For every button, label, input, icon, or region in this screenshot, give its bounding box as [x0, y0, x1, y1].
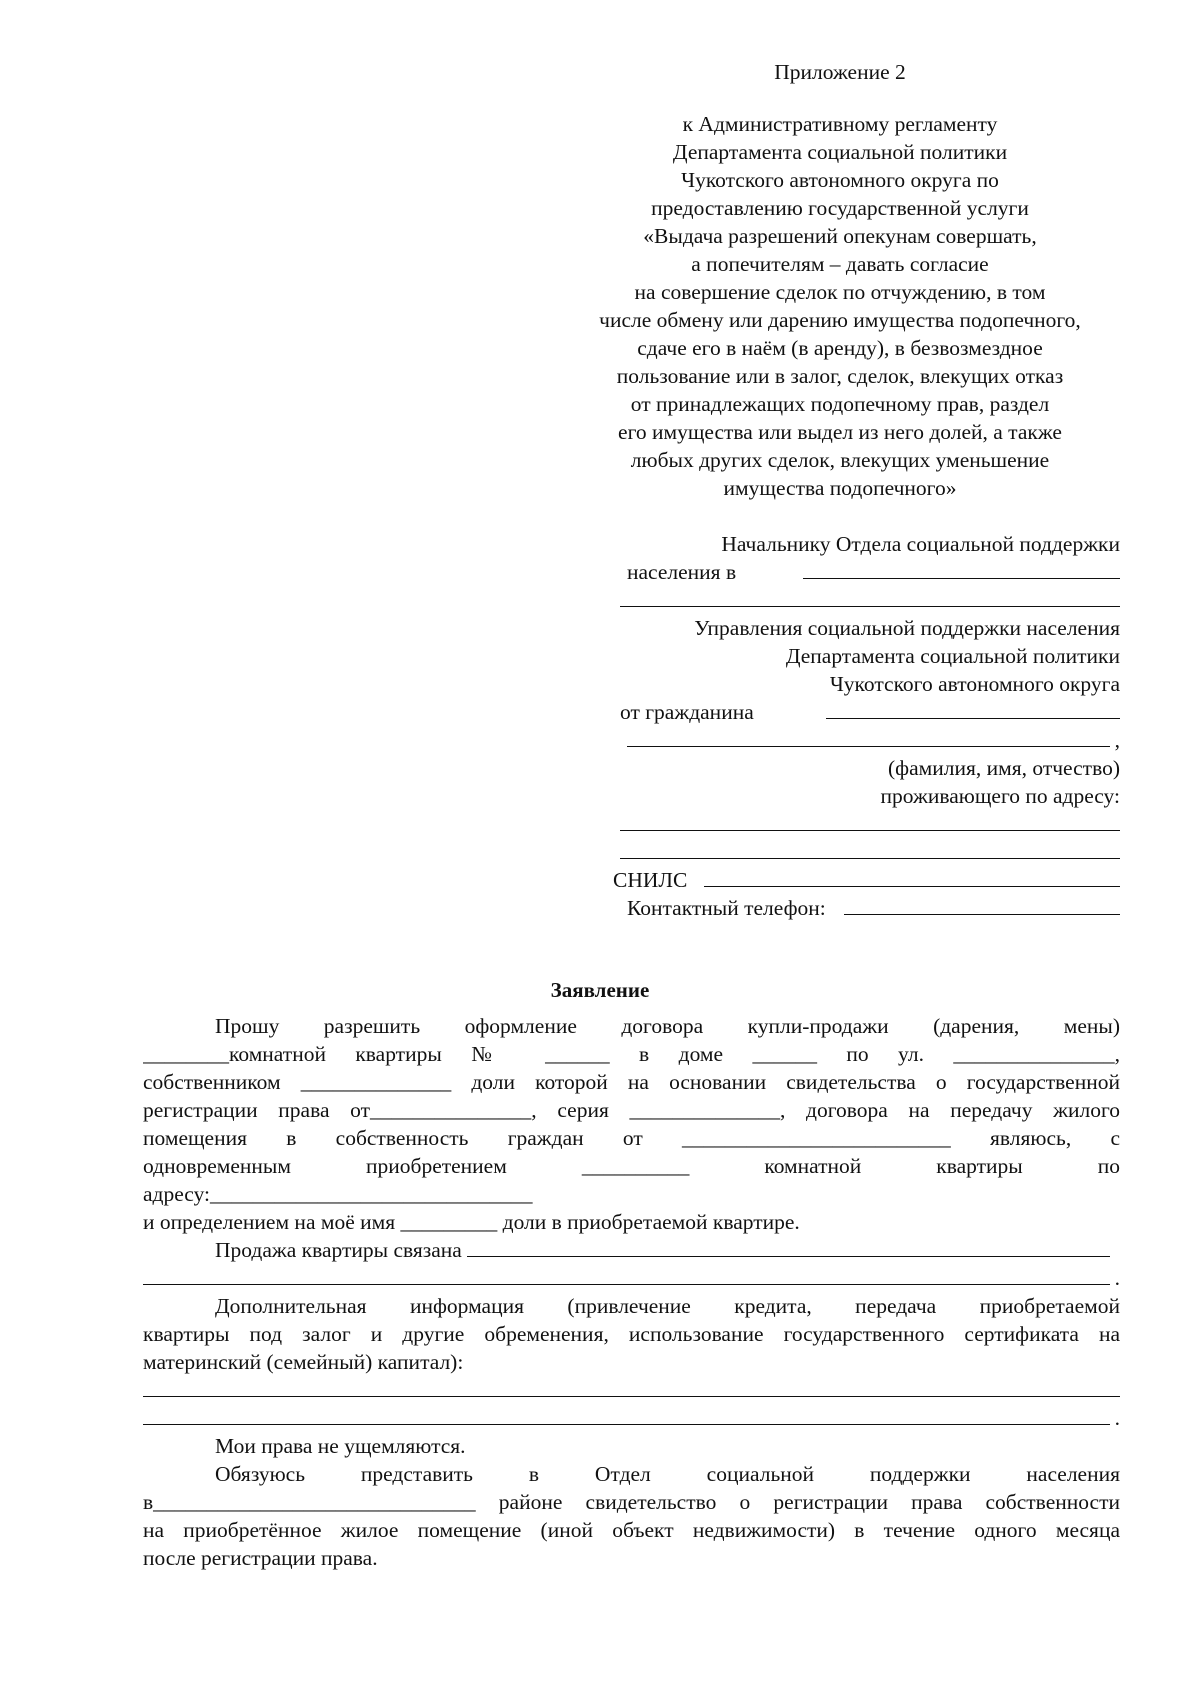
appendix-header [570, 58, 1110, 502]
regulation-line: а попечителям – давать согласие [691, 252, 989, 276]
appendix-label: Приложение 2 [774, 60, 906, 84]
regulation-line: пользование или в залог, сделок, влекущих отказ [616, 364, 1064, 388]
address-field-continued[interactable] [620, 838, 1120, 859]
from-citizen-label: от гражданина [620, 700, 754, 724]
citizen-name-field-continued[interactable] [627, 726, 1110, 747]
phone-field[interactable] [844, 894, 1120, 915]
sale-reason-field[interactable] [467, 1236, 1110, 1257]
paragraph-line: регистрации права от_______________, серия ______________, договора на передачу жилого [143, 1098, 1120, 1122]
paragraph-line: и определением на моё имя _________ доли в приобретаемой квартире. [143, 1210, 800, 1234]
paragraph-line: после регистрации права. [143, 1546, 378, 1570]
snils-field[interactable] [704, 866, 1120, 887]
regulation-line: от принадлежащих подопечному прав, раздел [630, 392, 1050, 416]
regulation-line: сдаче его в наём (в аренду), в безвозмездное [637, 336, 1043, 360]
regulation-line: Чукотского автономного округа по [681, 168, 999, 192]
addressee-line: Начальнику Отдела социальной поддержки [721, 532, 1120, 556]
regulation-line: любых других сделок, влекущих уменьшение [630, 448, 1050, 472]
paragraph-line: адресу:______________________________ [143, 1182, 533, 1206]
citizen-name-field[interactable] [826, 698, 1120, 719]
paragraph-line: на приобретённое жилое помещение (иной объект недвижимости) в течение одного месяца [143, 1518, 1120, 1542]
rights-statement: Мои права не ущемляются. [215, 1434, 466, 1458]
paragraph-line: Прошу разрешить оформление договора купли-продажи (дарения, мены) [215, 1014, 1120, 1038]
regulation-line: Департамента социальной политики [672, 140, 1008, 164]
paragraph-line: собственником ______________ доли которой на основании свидетельства о государственной [143, 1070, 1120, 1094]
paragraph-line: Дополнительная информация (привлечение кредита, передача приобретаемой [215, 1294, 1120, 1318]
paragraph-line: квартиры под залог и другие обременения, использование государственного сертификата на [143, 1322, 1120, 1346]
regulation-line: к Административному регламенту [682, 112, 998, 136]
sale-reason-label: Продажа квартиры связана [215, 1238, 462, 1262]
additional-info-field-continued[interactable] [143, 1404, 1110, 1425]
paragraph-line: помещения в собственность граждан от _________________________ являюсь, с [143, 1126, 1120, 1150]
addressee-population-label: населения в [627, 560, 737, 584]
regulation-line: предоставлению государственной услуги [651, 196, 1029, 220]
addressee-block: Начальнику Отдела социальной поддержки населения в Управления социальной поддержки населения Департамента социальной политики Чукотского автономного округа от гражданина , (фамилия, имя, отчество) проживающего по адресу: СНИЛС Контактный телефон: [613, 532, 1120, 920]
addressee-line: Чукотского автономного округа [829, 672, 1120, 696]
paragraph-line: Обязуюсь представить в Отдел социальной поддержки населения [215, 1462, 1120, 1486]
application-body: Прошу разрешить оформление договора купли-продажи (дарения, мены) ________комнатной квартиры № ______ в доме ______ по ул. _______________, собственником ______________ доли которой на основании свидетельства о государственной регистрации права от_______________, серия ______________, договора на передачу жилого помещения в собственность граждан от _________________________ являюсь, с одновременным приобретением __________ комнатной квартиры по адресу:______________________________ и определением на моё имя _________ доли в приобретаемой квартире. Продажа квартиры связана . Дополнительная информация (привлечение кредита, передача приобретаемой квартиры под залог и другие обременения, использование государственного сертификата на материнский (семейный) капитал): . Мои права не ущемляются. Обязуюсь представить в Отдел социальной поддержки населения в______________________________ районе свидетельство о регистрации права собственности на приобретённое жилое помещение (иной объект недвижимости) в течение одного месяца после регистрации права. [143, 1014, 1120, 1570]
paragraph-line: одновременным приобретением __________ комнатной квартиры по [143, 1154, 1120, 1178]
document-title: Заявление [550, 978, 650, 1002]
address-field[interactable] [620, 810, 1120, 831]
regulation-line: числе обмену или дарению имущества подопечного, [599, 308, 1081, 332]
phone-label: Контактный телефон: [627, 896, 826, 920]
regulation-line: имущества подопечного» [723, 476, 957, 500]
snils-label: СНИЛС [613, 868, 688, 892]
addressee-line: Управления социальной поддержки населения [694, 616, 1120, 640]
addressee-line: Департамента социальной политики [785, 644, 1120, 668]
additional-info-field[interactable] [143, 1376, 1120, 1397]
regulation-line: его имущества или выдел из него долей, а также [618, 420, 1062, 444]
district-field-continued[interactable] [620, 586, 1120, 607]
paragraph-line: в______________________________ районе свидетельство о регистрации права собственности [143, 1490, 1120, 1514]
sale-reason-field-continued[interactable] [143, 1264, 1110, 1285]
paragraph-line: ________комнатной квартиры № ______ в доме ______ по ул. _______________, [143, 1042, 1120, 1066]
fio-hint: (фамилия, имя, отчество) [888, 756, 1120, 780]
regulation-line: «Выдача разрешений опекунам совершать, [643, 224, 1037, 248]
address-label: проживающего по адресу: [880, 784, 1120, 808]
regulation-line: на совершение сделок по отчуждению, в том [634, 280, 1046, 304]
paragraph-line: материнский (семейный) капитал): [143, 1350, 464, 1374]
district-field[interactable] [803, 558, 1120, 579]
